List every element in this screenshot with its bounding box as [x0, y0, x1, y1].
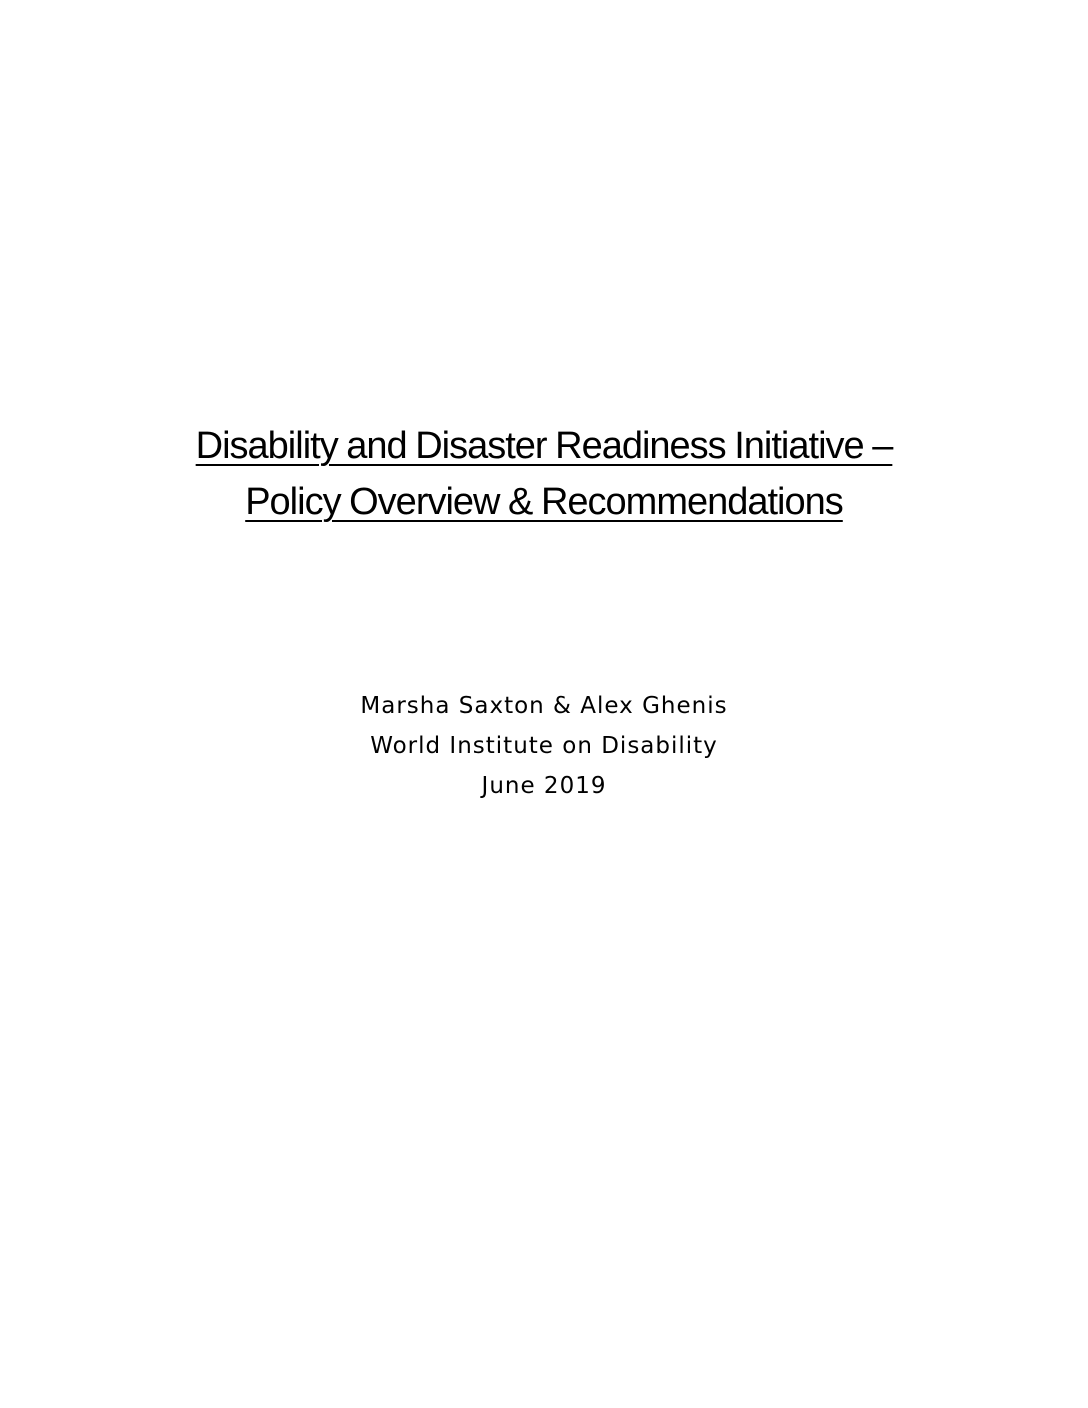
- document-title: [0, 418, 1088, 530]
- title-line-2-text: Policy Overview & Recommendations: [245, 481, 843, 523]
- title-line-1: [0, 418, 1088, 474]
- title-line-2: [0, 474, 1088, 530]
- document-byline: [0, 686, 1088, 806]
- authors: Marsha Saxton & Alex Ghenis: [360, 693, 728, 719]
- title-line-1-text: Disability and Disaster Readiness Initiative –: [195, 425, 893, 467]
- organization: World Institute on Disability: [370, 733, 718, 759]
- publication-date: June 2019: [481, 773, 607, 799]
